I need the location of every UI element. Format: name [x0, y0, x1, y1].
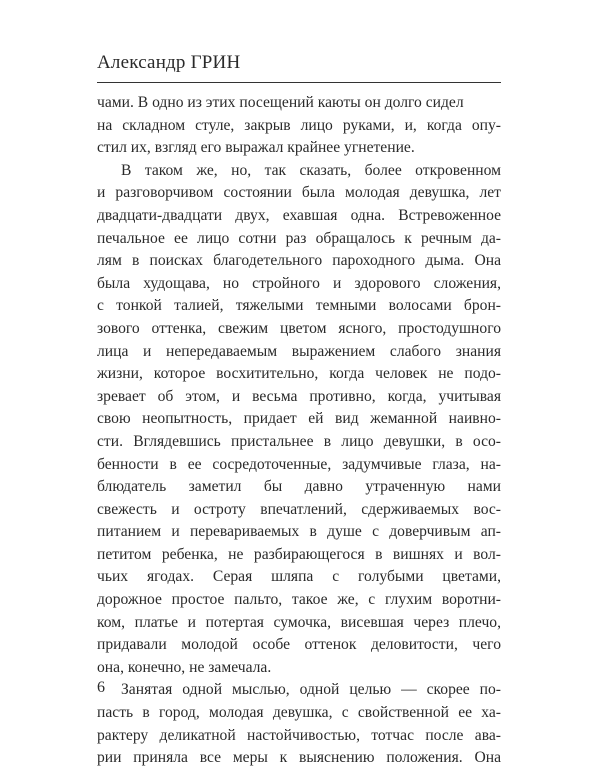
text-line: рактеру деликатной настойчивостью, тотчас после ава-: [97, 726, 501, 744]
text-line: пасть в город, молодая девушка, с свойственной ее ха-: [97, 704, 501, 722]
text-line: и разговорчивом состоянии была молодая девушка, лет: [97, 184, 501, 202]
text-line: свежесть и остроту впечатлений, сдерживаемых вос-: [97, 500, 501, 518]
text-line: была худощава, но стройного и здорового сложения,: [97, 274, 501, 292]
text-line: с тонкой талией, тяжелыми темными волосами брон-: [97, 297, 501, 315]
text-line: сти. Вглядевшись пристальнее в лицо девушки, в осо-: [97, 432, 501, 450]
text-line: зового оттенка, свежим цветом ясного, простодушного: [97, 319, 501, 337]
text-line: она, конечно, не замечала.: [97, 658, 272, 676]
text-line: бенности в ее сосредоточенные, задумчивые глаза, на-: [97, 455, 501, 473]
text-line: лям в поисках благодетельного пароходного дыма. Она: [97, 252, 501, 270]
body-text: [97, 92, 501, 770]
text-line: рии приняла все меры к выяснению положения. Она: [97, 749, 501, 767]
text-line: питанием и перевариваемых в душе с доверчивым ап-: [97, 523, 501, 541]
running-header-author: Александр ГРИН: [97, 52, 241, 73]
text-line: жизни, которое восхитительно, когда человек не подо-: [97, 365, 501, 383]
text-line: на складном стуле, закрыв лицо руками, и, когда опу-: [97, 116, 501, 134]
text-line: свою неопытность, придает ей вид жеманной наивно-: [97, 410, 501, 428]
text-line: Занятая одной мыслью, одной целью — скорее по-: [121, 681, 501, 699]
text-line: печальное ее лицо сотни раз обращалось к речным да-: [97, 229, 501, 247]
text-line: лица и непередаваемым выражением слабого знания: [97, 342, 501, 360]
text-line: петитом ребенка, не разбирающегося в вишнях и вол-: [97, 545, 501, 563]
text-line: двадцати-двадцати двух, ехавшая одна. Встревоженное: [97, 206, 501, 224]
text-line: чами. В одно из этих посещений каюты он долго сидел: [97, 94, 464, 111]
header-rule: [97, 82, 501, 83]
text-line: зревает об этом, и весьма противно, когда, учитывая: [97, 387, 501, 405]
text-line: стил их, взгляд его выражал крайнее угнетение.: [97, 139, 415, 157]
text-line: чьих ягодах. Серая шляпа с голубыми цветами,: [97, 568, 501, 586]
page-number: 6: [97, 679, 105, 696]
text-line: блюдатель заметил бы давно утраченную нами: [97, 478, 501, 496]
text-line: придавали молодой особе оттенок деловитости, чего: [97, 636, 501, 654]
text-line: ком, платье и потертая сумочка, висевшая через плечо,: [97, 613, 501, 631]
text-line: В таком же, но, так сказать, более откровенном: [121, 161, 501, 179]
text-line: дорожное простое пальто, такое же, с глухим воротни-: [97, 591, 501, 609]
